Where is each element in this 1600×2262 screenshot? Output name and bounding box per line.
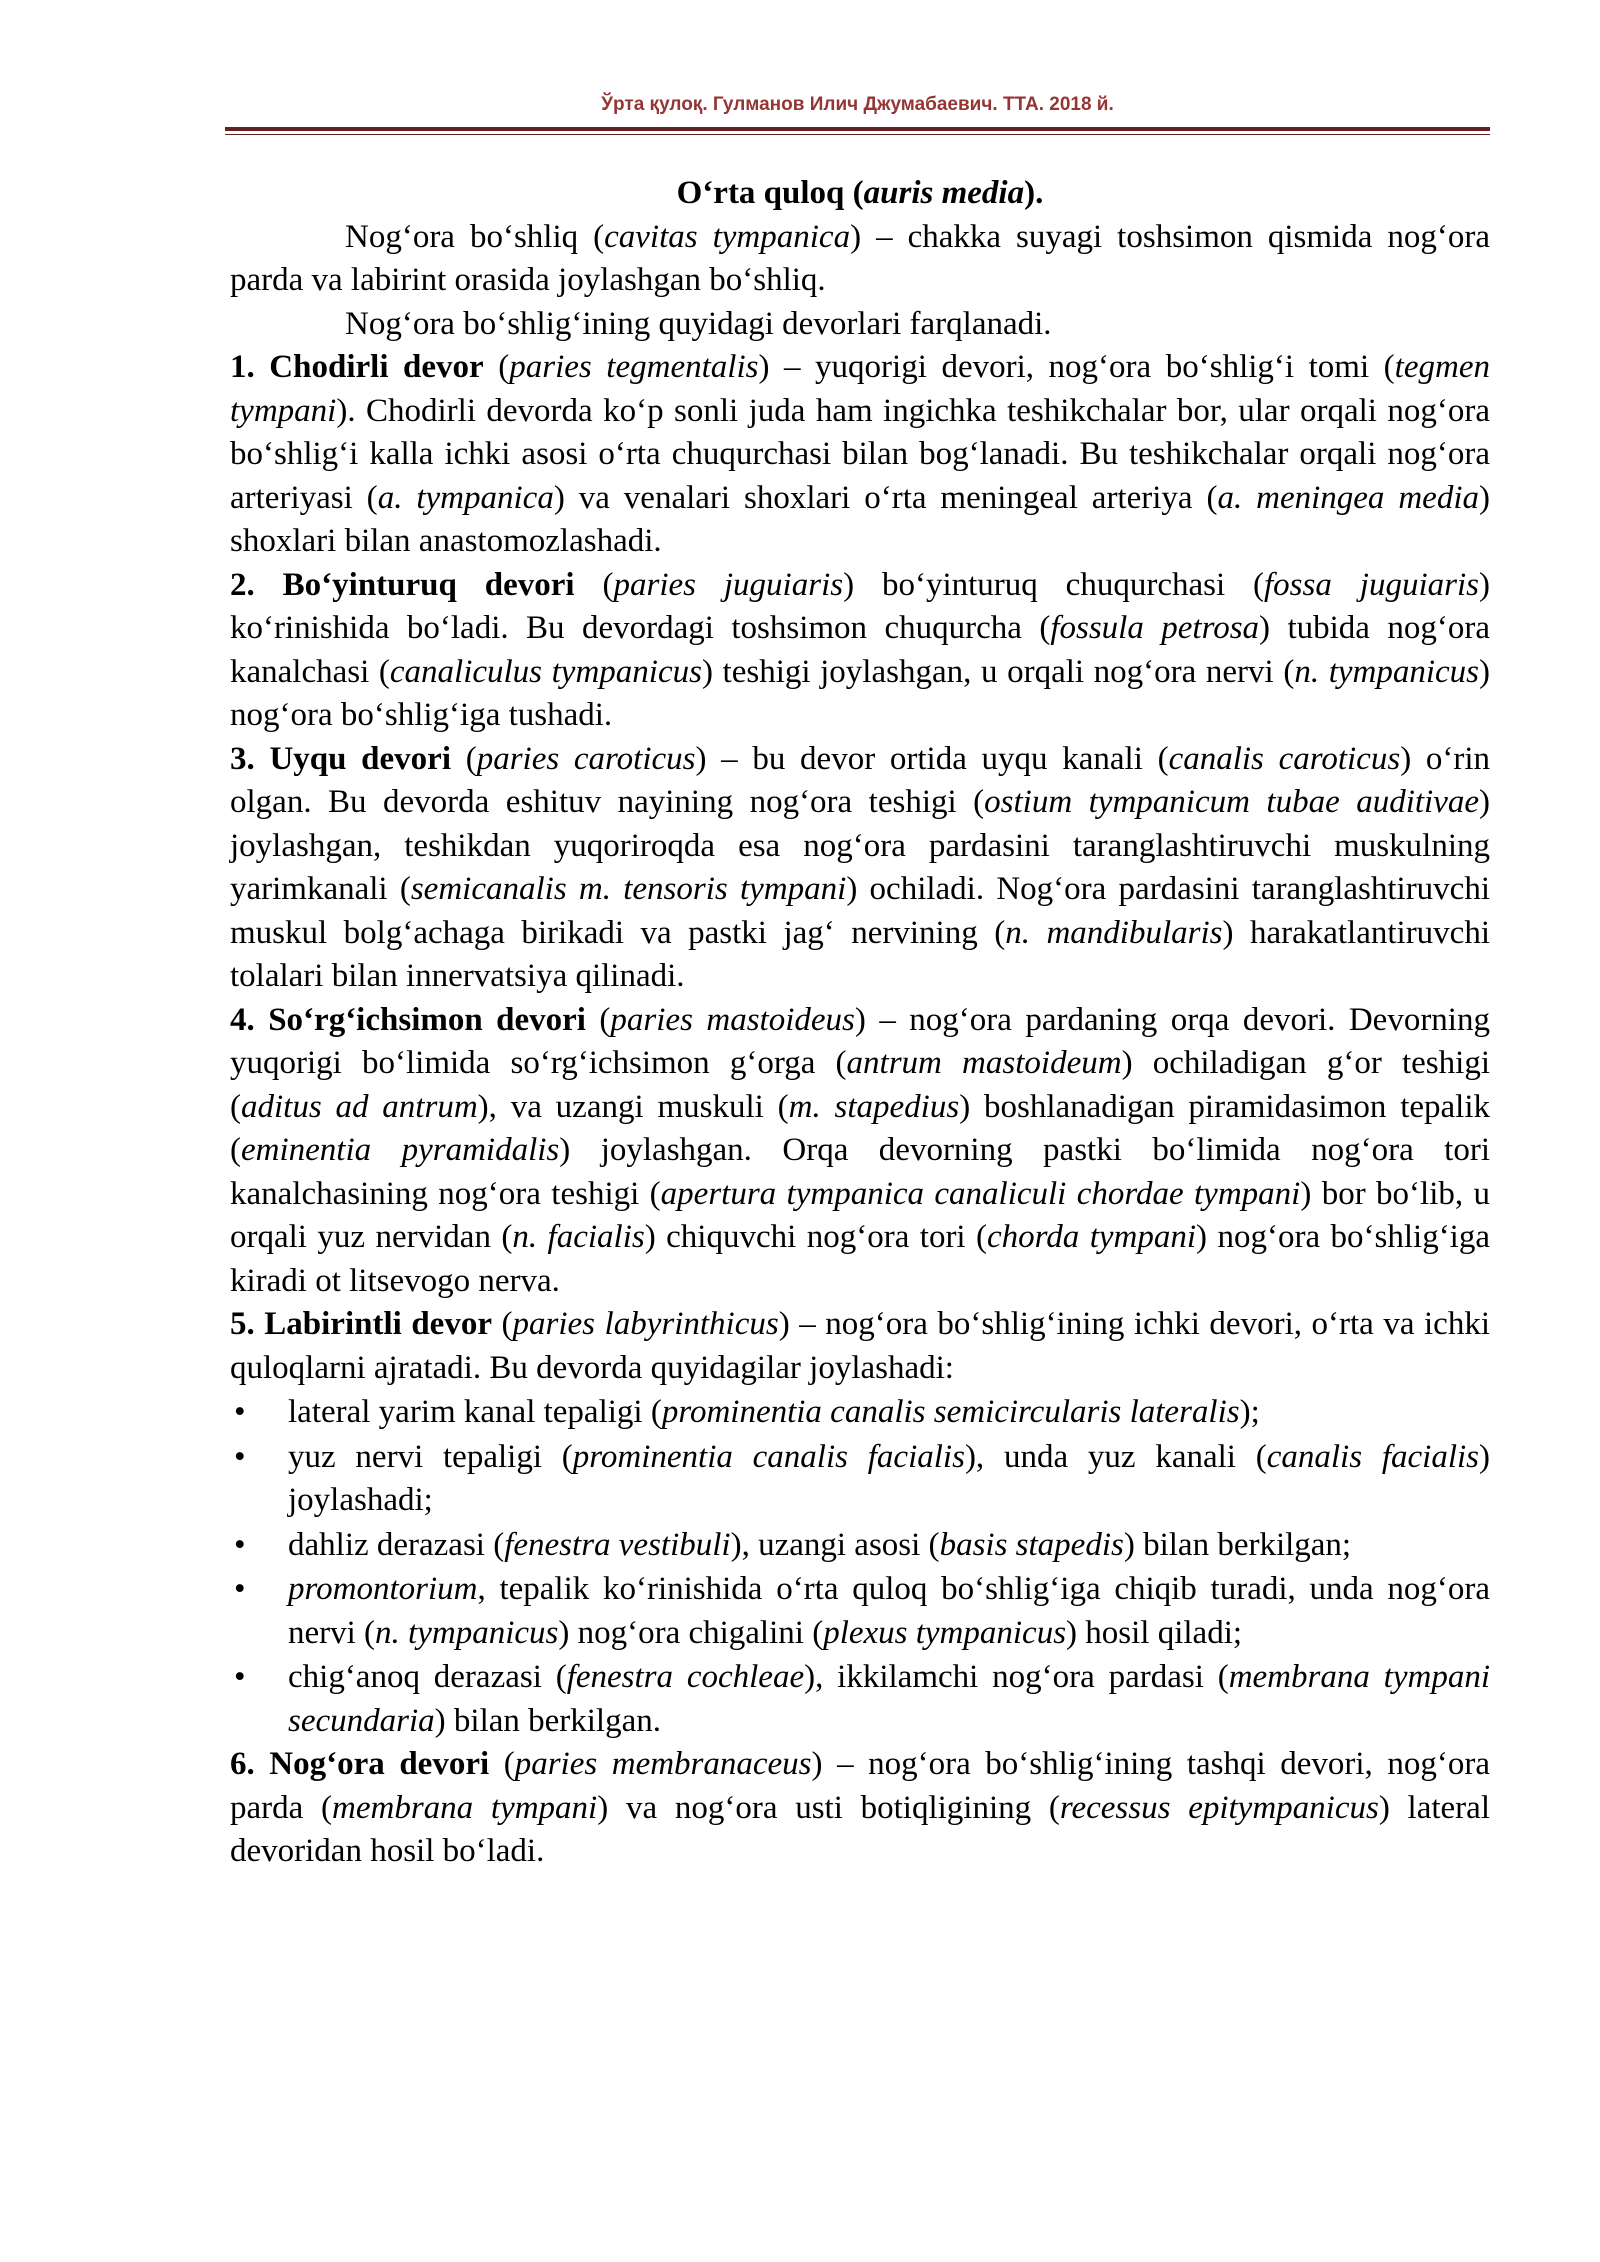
document-body — [230, 172, 1490, 1874]
paragraph-wall-4-mastoid: 4. So‘rg‘ichsimon devori (paries mastoideus) – nog‘ora pardaning orqa devori. Devorning yuqorigi bo‘limida so‘rg‘ichsimon g‘orga (antrum mastoideum) ochiladigan g‘or teshigi (aditus ad antrum), va uzangi muskuli (m. stapedius) boshlanadigan piramidasimon tepalik (eminentia pyramidalis) joylashgan. Orqa devorning pastki bo‘limida nog‘ora tori kanalchasining nog‘ora teshigi (apertura tympanica canaliculi chordae tympani) bor bo‘lib, u orqali yuz nervidan (n. facialis) chiquvchi nog‘ora tori (chorda tympani) nog‘ora bo‘shlig‘iga kiradi ot litsevogo nerva. — [230, 1001, 1491, 1299]
list-item: • chig‘anoq derazasi (fenestra cochleae), ikkilamchi nog‘ora pardasi (membrana tympani secundaria) bilan berkilgan. — [230, 1656, 1490, 1743]
list-item: • lateral yarim kanal tepaligi (prominentia canalis semicircularis lateralis); — [230, 1391, 1490, 1435]
document-title: O‘rta quloq (auris media). — [676, 175, 1044, 211]
list-item: • promontorium, tepalik ko‘rinishida o‘rta quloq bo‘shlig‘iga chiqib turadi, unda nog‘ora nervi (n. tympanicus) nog‘ora chigalini (plexus tympanicus) hosil qiladi; — [230, 1568, 1490, 1655]
paragraph-wall-5-labyrinthine: 5. Labirintli devor (paries labyrinthicus) – nog‘ora bo‘shlig‘ining ichki devori, o‘rta va ichki quloqlarni ajratadi. Bu devorda quyidagilar joylashadi: — [230, 1306, 1490, 1386]
list-item: • yuz nervi tepaligi (prominentia canalis facialis), unda yuz kanali (canalis facialis) joylashadi; — [230, 1436, 1490, 1523]
paragraph-walls-intro: Nog‘ora bo‘shlig‘ining quyidagi devorlari farqlanadi. — [345, 305, 1052, 342]
header-rule-thin — [225, 134, 1490, 135]
paragraph-wall-6-membranous: 6. Nog‘ora devori (paries membranaceus) – nog‘ora bo‘shlig‘ining tashqi devori, nog‘ora parda (membrana tympani) va nog‘ora usti botiqligining (recessus epitympanicus) lateral devoridan hosil bo‘ladi. — [230, 1746, 1490, 1869]
labyrinthine-wall-list — [230, 1391, 1490, 1743]
list-item: • dahliz derazasi (fenestra vestibuli), uzangi asosi (basis stapedis) bilan berkilgan; — [230, 1524, 1490, 1568]
paragraph-wall-3-carotid: 3. Uyqu devori (paries caroticus) – bu devor ortida uyqu kanali (canalis caroticus) o‘rin olgan. Bu devorda eshituv nayining nog‘ora teshigi (ostium tympanicum tubae auditivae) joylashgan, teshikdan yuqoriroqda esa nog‘ora pardasini taranglashtiruvchi muskulning yarimkanali (semicanalis m. tensoris tympani) ochiladi. Nog‘ora pardasini taranglashtiruvchi muskul bolg‘achaga birikadi va pastki jag‘ nervining (n. mandibularis) harakatlantiruvchi tolalari bilan innervatsiya qilinadi. — [230, 740, 1491, 994]
running-header: Ўрта қулоқ. Гулманов Илич Джумабаевич. ТТА. 2018 й. — [601, 94, 1114, 115]
paragraph-wall-2-jugular: 2. Bo‘yinturuq devori (paries juguiaris) bo‘yinturuq chuqurchasi (fossa juguiaris) ko‘rinishida bo‘ladi. Bu devordagi toshsimon chuqurcha (fossula petrosa) tubida nog‘ora kanalchasi (canaliculus tympanicus) teshigi joylashgan, u orqali nog‘ora nervi (n. tympanicus) nog‘ora bo‘shlig‘iga tushadi. — [230, 566, 1490, 733]
header-rule-thick — [225, 127, 1490, 131]
paragraph-wall-1-tegmental: 1. Chodirli devor (paries tegmentalis) – yuqorigi devori, nog‘ora bo‘shlig‘i tomi (tegmen tympani). Chodirli devorda ko‘p sonli juda ham ingichka teshikchalar bor, ular orqali nog‘ora bo‘shlig‘i kalla ichki asosi o‘rta chuqurchasi bilan bog‘lanadi. Bu teshikchalar orqali nog‘ora arteriyasi (a. tympanica) va venalari shoxlari o‘rta meningeal arteriya (a. meningea media) shoxlari bilan anastomozlashadi. — [230, 349, 1490, 559]
paragraph-cavity-definition: Nog‘ora bo‘shliq (cavitas tympanica) – chakka suyagi toshsimon qismida nog‘ora parda va labirint orasida joylashgan bo‘shliq. — [230, 218, 1490, 298]
